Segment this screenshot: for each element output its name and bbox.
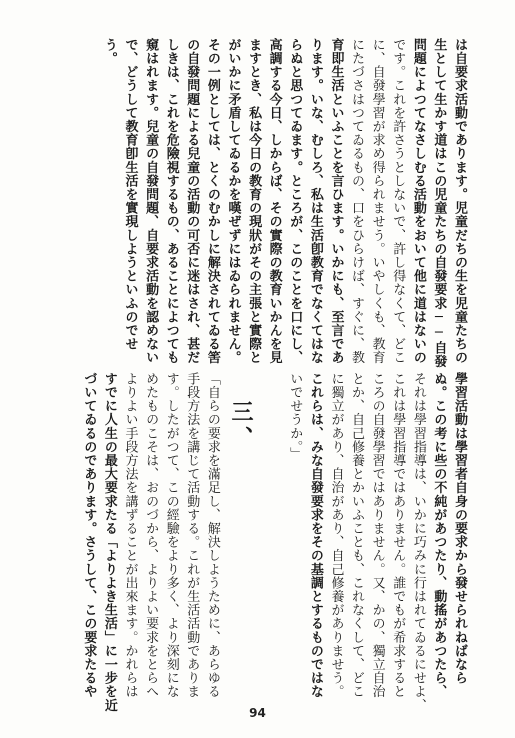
text-column: 「自らの要求を滿足し、解決しようために、あらゆる (204, 372, 220, 699)
text-column: ますとき、私は今日の教育の現狀がその主張と實際と (246, 38, 262, 365)
text-column: 高調する今日、しからば、その實際の教育いかんを見 (266, 38, 282, 365)
page-number: 94 (249, 706, 266, 720)
text-column: よりよい手段方法を講ずることが出來ます。かれらは (122, 372, 138, 699)
text-column: す。したがつて、この經驗をより多く、より深刻にな (163, 372, 179, 699)
text-column: 問題によつてなさしむる活動をおいて他に道はないの (410, 38, 426, 365)
text-column: ぬ。この考に些の不純があつたり、動搖があつたら、 (431, 372, 447, 699)
upper-text-block (98, 38, 469, 369)
text-column: づいてゐるのであります。さうして、この要求たるや (81, 372, 97, 699)
text-column: う。 (101, 38, 117, 66)
text-column: に、自發學習が求め得られませう。いやしくも、教育 (369, 38, 385, 365)
text-column: しきは、これを危險視するもの、あることによつても (163, 38, 179, 365)
text-column (263, 372, 284, 690)
text-column: 育即生活といふことを言ひます。いかにも、至言であ (328, 38, 344, 365)
text-column: 手段方法を講じて活動する。これが生活活動でありま (184, 372, 200, 699)
section-heading: 三、 (228, 400, 254, 452)
text-column: それは學習指導は、いかに巧みに行はれてゐるにせよ、 (410, 372, 426, 712)
text-column: 窺はれます。兒童の自發問題、自要求活動を認めない (143, 38, 159, 365)
text-column: は自要求活動であります。児童だちの生を児童たちの (452, 38, 467, 365)
text-column (242, 372, 263, 690)
text-column: その一例としては、とくのむかしに解決されてゐる筈 (204, 38, 220, 365)
text-column: の自發問題による兒童の活動の可否に迷はされ、甚だ (184, 38, 200, 365)
text-column: すでに人生の最大要求たる「よりよき生活」に一步を近 (101, 372, 117, 712)
text-column: めたものこそは、おのづから、よりよい要求をとらへ (143, 372, 159, 699)
text-column (222, 372, 243, 690)
text-column: で、どうして教育卽生活を實現しようといふのでせ (122, 38, 138, 351)
text-column: これらは、みな自發要求をその基調とするものではな (307, 372, 323, 699)
text-column: ころの自發學習ではありません。又、かの、獨立自治 (369, 372, 385, 699)
text-column: とか、自己修養とかいふことも、これなくして、どこ (349, 372, 365, 699)
text-column: にたづさはつてゐるもの、口をひらけば、すぐに、教 (349, 38, 365, 365)
text-column: ります。いな、むしろ、私は生活卽教育でなくてはな (307, 38, 323, 365)
text-column: いでせうか。」 (287, 372, 303, 461)
text-column: です。これを許さうとしないで、許し得なくて、どこ (390, 38, 406, 365)
lower-text-block (78, 372, 469, 712)
text-column: に獨立があり、自治があり、自己修養がありませう。 (328, 372, 344, 699)
text-column: これは學習指導ではありません。誰でもが希求すると (390, 372, 406, 699)
text-column: がいかに矛盾してゐるかを嘆ぜずにはゐられません。 (225, 38, 241, 365)
text-column: 生として生かす道はこの児童たちの自發要求──自發 (431, 38, 447, 369)
text-column: らぬと思つてゐます。ところが、このことを口にし、 (287, 38, 303, 365)
text-column: 學習活動は學習者自身の要求から發せられねばなら (452, 372, 467, 685)
